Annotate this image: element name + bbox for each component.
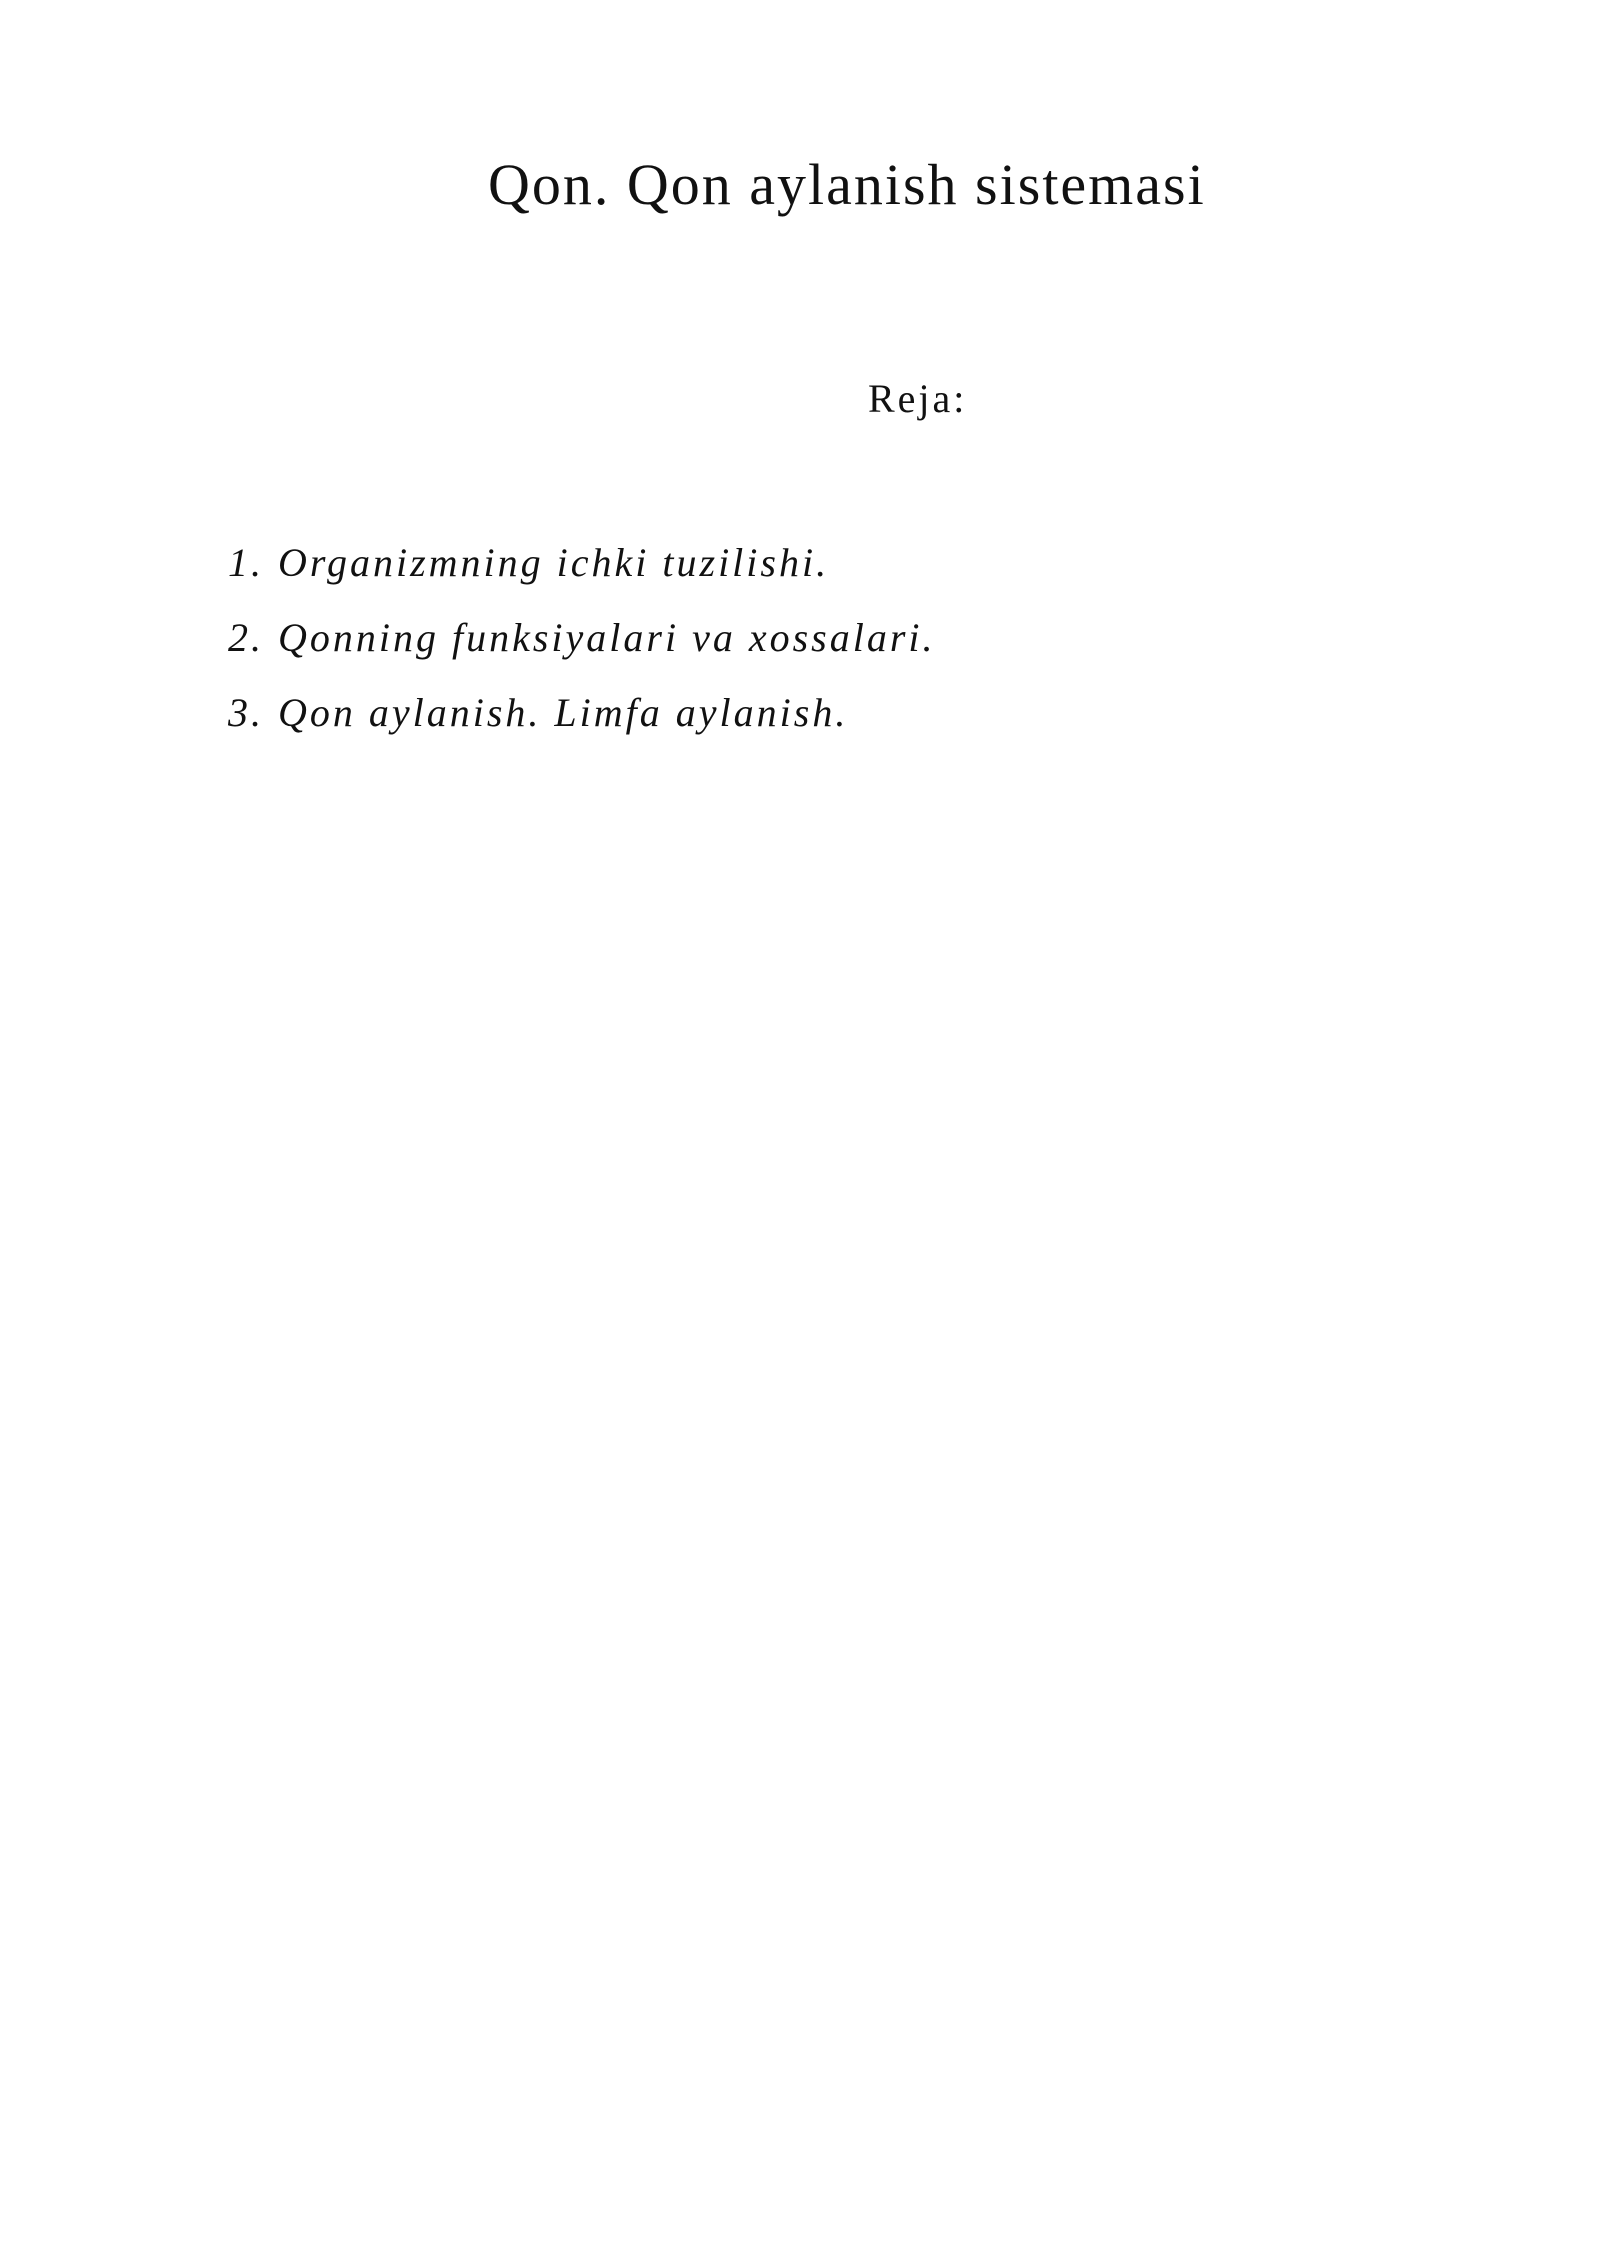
plan-item-number: 3. [228, 690, 264, 735]
plan-item-number: 2. [228, 615, 264, 660]
plan-heading: Reja: [868, 376, 968, 421]
plan-item-text: Qon aylanish. Limfa aylanish. [278, 690, 849, 735]
plan-item [228, 525, 936, 600]
plan-item-text: Qonning funksiyalari va xossalari. [278, 615, 936, 660]
document-title: Qon. Qon aylanish sistemasi [488, 152, 1206, 217]
plan-list [228, 525, 936, 750]
plan-item [228, 600, 936, 675]
plan-item [228, 675, 936, 750]
plan-item-number: 1. [228, 540, 264, 585]
plan-item-text: Organizmning ichki tuzilishi. [278, 540, 830, 585]
